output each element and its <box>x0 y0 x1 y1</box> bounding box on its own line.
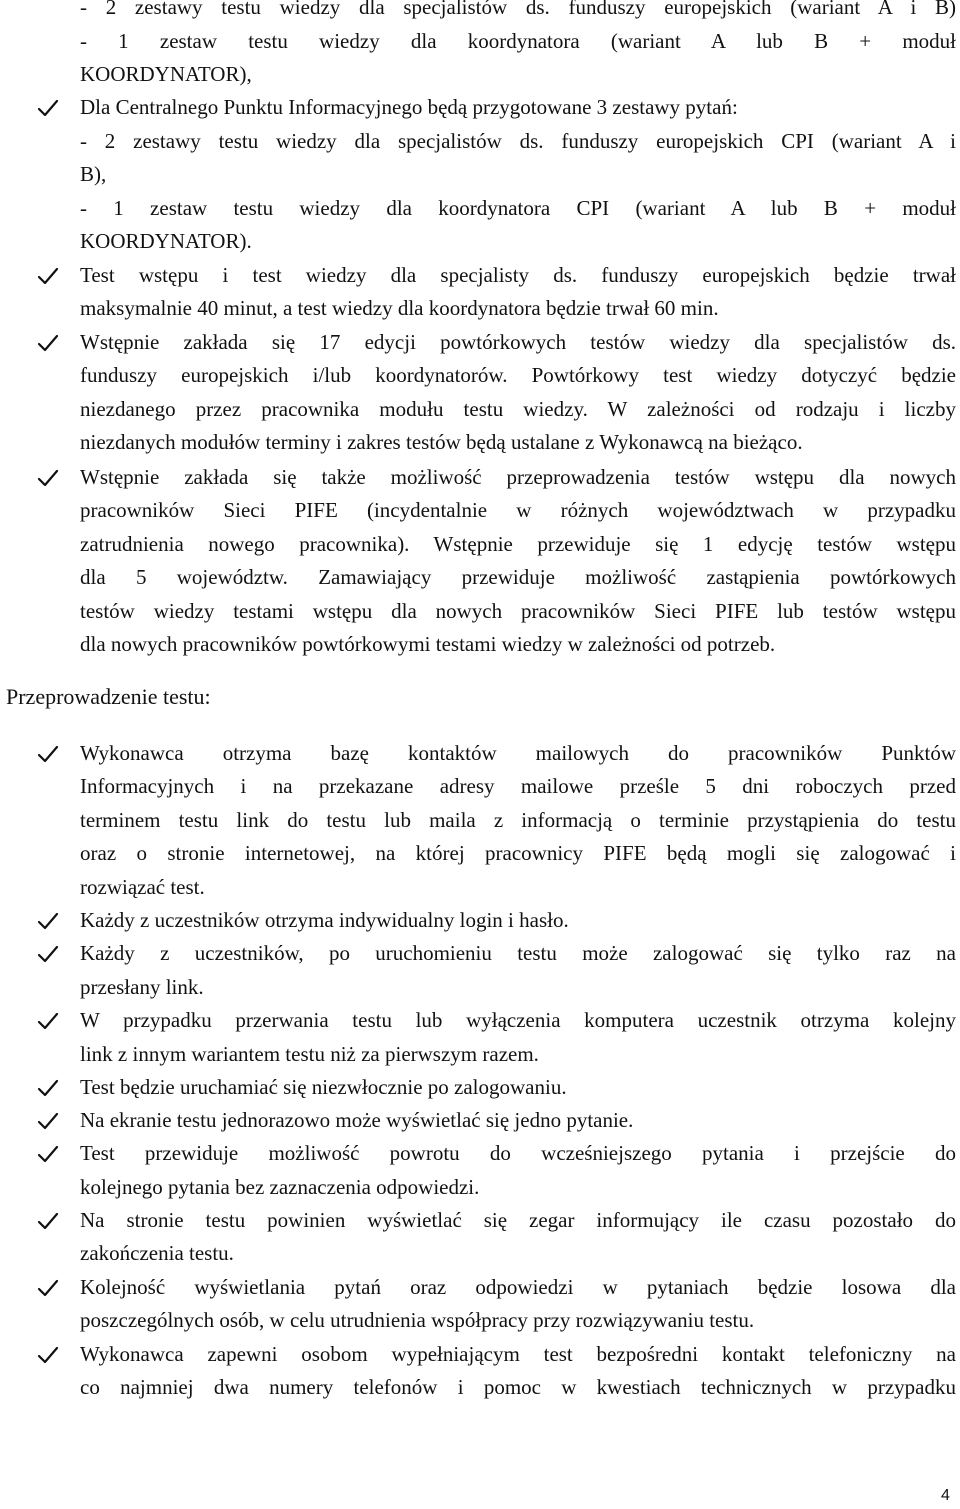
list-item-line: poszczególnych osób, w celu utrudnienia współpracy przy rozwiązywaniu testu. <box>80 1308 755 1332</box>
list-item-line: oraz o stronie internetowej, na której pracownicy PIFE będą mogli się zalogować i <box>80 841 956 865</box>
check-icon <box>36 909 60 933</box>
check-icon <box>36 1076 60 1100</box>
list-item-line: Wykonawca otrzyma bazę kontaktów mailowych do pracowników Punktów <box>80 741 956 765</box>
list-item-line: Wykonawca zapewni osobom wypełniającym test bezpośredni kontakt telefoniczny na <box>80 1342 956 1366</box>
check-icon <box>36 331 60 355</box>
list-item-line: Informacyjnych i na przekazane adresy mailowe prześle 5 dni roboczych przed <box>80 774 956 798</box>
list-item-line: pracowników Sieci PIFE (incydentalnie w różnych województwach w przypadku <box>80 498 956 522</box>
page-number: 4 <box>941 1487 950 1504</box>
list-item-line: Każdy z uczestników, po uruchomieniu testu może zalogować się tylko raz na <box>80 941 956 965</box>
list-item-line: Na ekranie testu jednorazowo może wyświetlać się jedno pytanie. <box>80 1108 634 1132</box>
list-item-line: Test przewiduje możliwość powrotu do wcześniejszego pytania i przejście do <box>80 1141 956 1165</box>
list-item-line: Wstępnie zakłada się także możliwość przeprowadzenia testów wstępu dla nowych <box>80 465 956 489</box>
check-icon <box>36 1109 60 1133</box>
check-icon <box>36 96 60 120</box>
list-item-line: rozwiązać test. <box>80 875 205 899</box>
list-item-line: Dla Centralnego Punktu Informacyjnego będą przygotowane 3 zestawy pytań: <box>80 95 738 119</box>
list-item-line: maksymalnie 40 minut, a test wiedzy dla koordynatora będzie trwał 60 min. <box>80 296 719 320</box>
list-item-line: przesłany link. <box>80 975 204 999</box>
list-item-line: dla nowych pracowników powtórkowymi testami wiedzy w zależności od potrzeb. <box>80 632 776 656</box>
list-item-line: zakończenia testu. <box>80 1241 234 1265</box>
list-item-line: niezdanych modułów terminy i zakres testów będą ustalane z Wykonawcą na bieżąco. <box>80 430 803 454</box>
list-item-line: KOORDYNATOR). <box>80 229 252 253</box>
list-item-line: Każdy z uczestników otrzyma indywidualny login i hasło. <box>80 908 569 932</box>
list-item-line: Test będzie uruchamiać się niezwłocznie po zalogowaniu. <box>80 1075 567 1099</box>
text-line: - 1 zestaw testu wiedzy dla koordynatora (wariant A lub B + moduł <box>80 29 956 53</box>
check-icon <box>36 942 60 966</box>
check-icon <box>36 264 60 288</box>
list-item-line: link z innym wariantem testu niż za pierwszym razem. <box>80 1042 539 1066</box>
list-item-line: - 2 zestawy testu wiedzy dla specjalistów ds. funduszy europejskich CPI (wariant A i <box>80 129 956 153</box>
check-icon <box>36 466 60 490</box>
list-item-line: zatrudnienia nowego pracownika). Wstępnie przewiduje się 1 edycję testów wstępu <box>80 532 956 556</box>
list-item-line: funduszy europejskich i/lub koordynatorów. Powtórkowy test wiedzy dotyczyć będzie <box>80 363 956 387</box>
check-icon <box>36 1343 60 1367</box>
list-item-line: dla 5 województw. Zamawiający przewiduje możliwość zastąpienia powtórkowych <box>80 565 956 589</box>
list-item-line: terminem testu link do testu lub maila z informacją o terminie przystąpienia do testu <box>80 808 956 832</box>
list-item-line: W przypadku przerwania testu lub wyłączenia komputera uczestnik otrzyma kolejny <box>80 1008 956 1032</box>
list-item-line: Wstępnie zakłada się 17 edycji powtórkowych testów wiedzy dla specjalistów ds. <box>80 330 956 354</box>
check-icon <box>36 742 60 766</box>
check-icon <box>36 1142 60 1166</box>
list-item-line: Kolejność wyświetlania pytań oraz odpowiedzi w pytaniach będzie losowa dla <box>80 1275 956 1299</box>
list-item-line: Na stronie testu powinien wyświetlać się zegar informujący ile czasu pozostało do <box>80 1208 956 1232</box>
check-icon <box>36 1276 60 1300</box>
list-item-line: B), <box>80 162 107 186</box>
check-icon <box>36 1209 60 1233</box>
list-item-line: Test wstępu i test wiedzy dla specjalisty ds. funduszy europejskich będzie trwał <box>80 263 956 287</box>
section-heading: Przeprowadzenie testu: <box>6 684 211 709</box>
check-icon <box>36 1009 60 1033</box>
text-line: - 2 zestawy testu wiedzy dla specjalistów ds. funduszy europejskich (wariant A i B) <box>80 0 956 19</box>
list-item-line: niezdanego przez pracownika modułu testu wiedzy. W zależności od rodzaju i liczby <box>80 397 956 421</box>
list-item-line: co najmniej dwa numery telefonów i pomoc w kwestiach technicznych w przypadku <box>80 1375 956 1399</box>
list-item-line: - 1 zestaw testu wiedzy dla koordynatora CPI (wariant A lub B + moduł <box>80 196 956 220</box>
list-item-line: testów wiedzy testami wstępu dla nowych pracowników Sieci PIFE lub testów wstępu <box>80 599 956 623</box>
list-item-line: kolejnego pytania bez zaznaczenia odpowiedzi. <box>80 1175 480 1199</box>
text-line: KOORDYNATOR), <box>80 62 252 86</box>
